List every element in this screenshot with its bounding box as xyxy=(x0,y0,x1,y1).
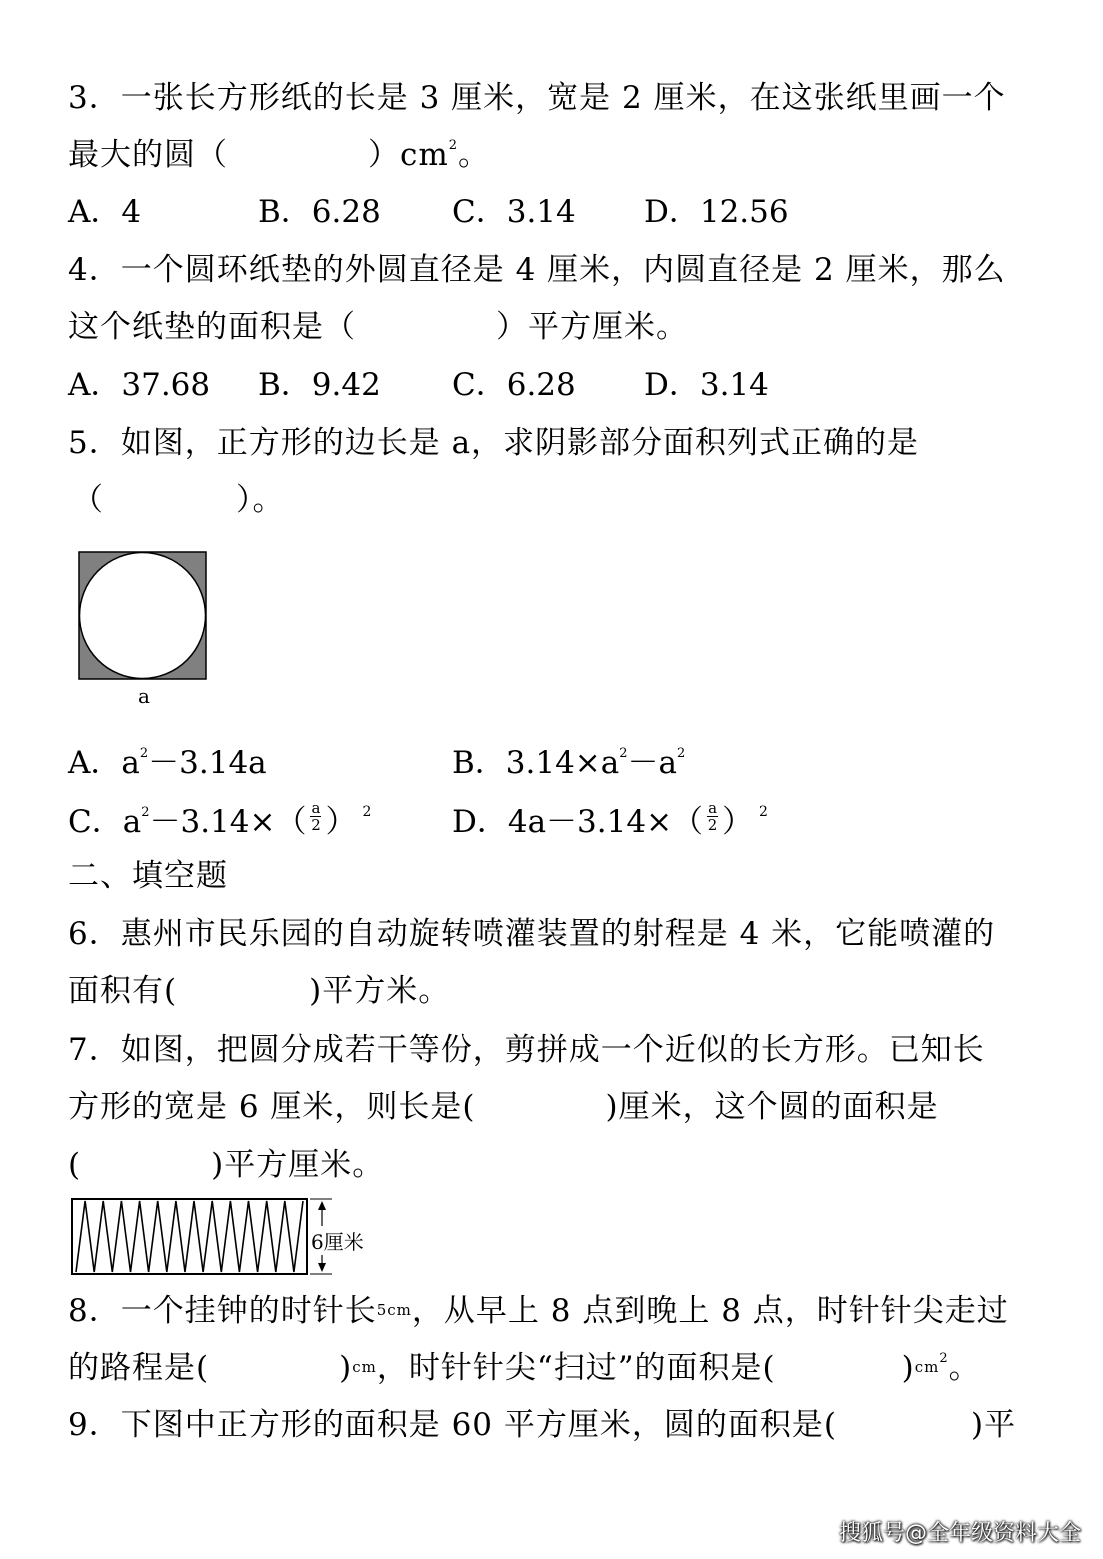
q8-line1-start: 8．一个挂钟的时针长 xyxy=(68,1293,377,1329)
q4-option-b: B．9.42 xyxy=(258,367,381,403)
q6-line2 xyxy=(68,971,1073,1011)
q7-line2-start: 方形的宽是 6 厘米，则长是( xyxy=(68,1089,476,1125)
q7-line3 xyxy=(68,1145,1073,1185)
q5-option-d-numerator: a xyxy=(708,799,718,817)
q5-line2 xyxy=(72,480,1073,520)
q5-option-d-close: ） xyxy=(722,804,754,840)
q4-option-c: C．6.28 xyxy=(452,367,576,403)
q6-line2-end: )平方米。 xyxy=(309,973,451,1009)
q3-option-c: C．3.14 xyxy=(452,194,576,230)
q5-option-a-pre: A．a xyxy=(68,745,140,781)
q5-option-d-fraction xyxy=(707,800,718,833)
q4-line2 xyxy=(68,307,1073,347)
q7-line2 xyxy=(68,1087,1073,1127)
q6-line2-start: 面积有( xyxy=(68,973,178,1009)
q3-unit-superscript: 2 xyxy=(448,138,459,153)
q3-line1: 3．一张长方形纸的长是 3 厘米，宽是 2 厘米，在这张纸里画一个 xyxy=(68,80,1006,116)
q5-option-d-denominator: 2 xyxy=(707,816,718,834)
section-2-title: 二、填空题 xyxy=(68,858,228,894)
q5-option-a-post: －3.14a xyxy=(148,745,267,781)
q4-line2-start: 这个纸垫的面积是（ xyxy=(68,309,356,345)
q5-option-c-fraction xyxy=(310,800,321,833)
q4-option-d: D．3.14 xyxy=(644,367,769,403)
q7-line3-end: )平方厘米。 xyxy=(211,1147,385,1183)
q5-option-c-pre: C．a xyxy=(68,804,142,840)
q8-line2-mid: ，时针针尖“扫过”的面积是( xyxy=(376,1350,776,1386)
q7-line2-end: )厘米，这个圆的面积是 xyxy=(605,1089,939,1125)
q3-option-b: B．6.28 xyxy=(258,194,381,230)
q5-option-b-sup1: 2 xyxy=(619,746,628,761)
q7-line3-start: ( xyxy=(68,1147,82,1183)
q6-line1: 6．惠州市民乐园的自动旋转喷灌装置的射程是 4 米，它能喷灌的 xyxy=(68,916,996,952)
q8-area-unit: cm xyxy=(914,1358,940,1376)
q3-option-a: A．4 xyxy=(68,194,142,230)
q5-line2-end: ）。 xyxy=(236,482,285,518)
q8-area-unit-sup: 2 xyxy=(939,1351,949,1366)
q8-path-unit: cm xyxy=(352,1358,377,1376)
q5-option-b-sup2: 2 xyxy=(677,746,686,761)
q5-option-b-pre: B．3.14×a xyxy=(452,745,620,781)
q7-rearranged-circle-figure xyxy=(70,1196,340,1278)
q5-option-d-power: 2 xyxy=(759,804,768,820)
q3-line2-unit: ）cm xyxy=(368,137,449,173)
q5-square-circle-figure xyxy=(78,551,208,681)
q8-hand-length-unit: 5cm xyxy=(376,1301,412,1319)
q5-option-c-power: 2 xyxy=(362,804,372,820)
q8-line1 xyxy=(68,1290,1073,1331)
q8-line2-close2: ) xyxy=(901,1350,915,1386)
q5-option-c-numerator: a xyxy=(311,799,321,817)
q5-inscribed-circle xyxy=(80,553,206,679)
q8-line2-close1: ) xyxy=(339,1350,353,1386)
q7-line1: 7．如图，把圆分成若干等份，剪拼成一个近似的长方形。已知长 xyxy=(68,1032,985,1068)
q9-line1-start: 9．下图中正方形的面积是 60 平方厘米，圆的面积是( xyxy=(68,1407,837,1443)
q5-option-c-close: ） xyxy=(325,804,357,840)
q5-option-b-mid: －a xyxy=(627,745,678,781)
q5-option-d-pre: D．4a－3.14×（ xyxy=(452,804,704,840)
q8-line2-end: 。 xyxy=(948,1350,981,1386)
q5-option-c-mid: －3.14×（ xyxy=(149,804,307,840)
q8-line1-end: ，从早上 8 点到晚上 8 点，时针针尖走过 xyxy=(411,1293,1009,1329)
q5-line2-start: （ xyxy=(72,482,104,518)
q8-line2-start: 的路程是( xyxy=(68,1350,210,1386)
q5-option-c-sup: 2 xyxy=(141,805,150,820)
q5-figure-side-label: a xyxy=(138,684,150,708)
q4-option-a: A．37.68 xyxy=(68,367,211,403)
q4-line1: 4．一个圆环纸垫的外圆直径是 4 厘米，内圆直径是 2 厘米，那么 xyxy=(68,252,1006,288)
q9-line1 xyxy=(68,1405,1073,1445)
q3-line2-end: 。 xyxy=(458,137,491,173)
q4-line2-end: ）平方厘米。 xyxy=(496,309,688,345)
q5-option-d xyxy=(452,800,768,842)
q5-option-a-sup: 2 xyxy=(139,746,149,761)
q5-option-b xyxy=(452,743,685,783)
q3-line2-start: 最大的圆（ xyxy=(68,137,228,173)
q3-line2 xyxy=(68,135,1073,175)
q9-line1-end: )平 xyxy=(970,1407,1017,1443)
q5-line1: 5．如图，正方形的边长是 a，求阴影部分面积列式正确的是 xyxy=(68,425,920,461)
q7-width-arrow-top xyxy=(318,1201,326,1210)
q8-line2 xyxy=(68,1347,1073,1388)
q7-width-arrow-bottom xyxy=(318,1263,326,1272)
q7-width-label: 6厘米 xyxy=(309,1226,366,1255)
q3-option-d: D．12.56 xyxy=(644,194,789,230)
q5-option-a xyxy=(68,743,267,783)
watermark-text: 搜狐号@全年级资料大全 xyxy=(838,1521,1081,1546)
q5-option-c-denominator: 2 xyxy=(311,816,321,834)
q5-option-c xyxy=(68,800,371,842)
